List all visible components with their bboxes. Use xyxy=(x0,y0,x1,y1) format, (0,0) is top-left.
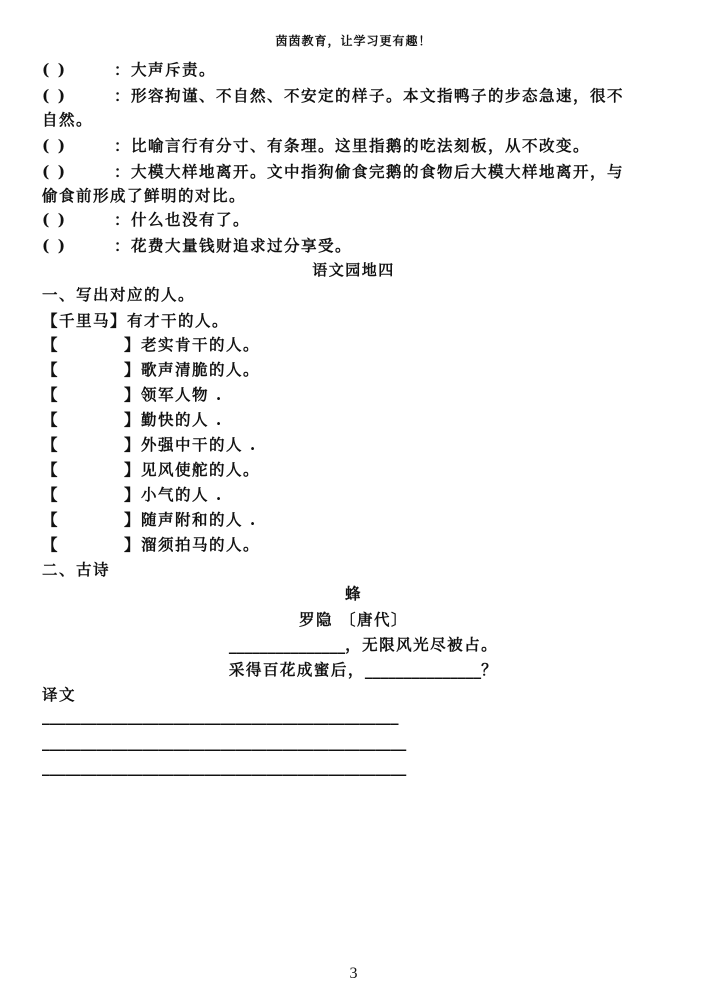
fill-item xyxy=(42,383,223,405)
answer-bracket[interactable]: 【 xyxy=(42,510,60,529)
vocab-continuation: 偷食前形成了鲜明的对比。 xyxy=(42,186,247,205)
poem-end: ？ xyxy=(481,660,499,679)
definition-text: 形容拘谨、不自然、不安定的样子。本文指鸭子的步态急速，很不 xyxy=(131,86,625,105)
fill-item xyxy=(42,483,223,505)
vocab-continuation: 自然。 xyxy=(42,110,94,129)
answer-paren[interactable]: ( ) xyxy=(42,86,67,105)
definition-text: 比喻言行有分寸、有条理。这里指鹅的吃法刻板，从不改变。 xyxy=(131,136,591,155)
vocab-line xyxy=(42,134,590,156)
item-text: 小气的人 . xyxy=(141,485,223,504)
bracket-close: 】 xyxy=(124,485,142,504)
vocab-line xyxy=(42,160,624,182)
answer-bracket[interactable]: 【 xyxy=(42,360,60,379)
colon: ： xyxy=(114,236,132,255)
colon: ： xyxy=(114,60,132,79)
blank-answer[interactable]: _______________ xyxy=(364,660,482,679)
answer-bracket[interactable]: 【 xyxy=(42,485,60,504)
page-number: 3 xyxy=(349,965,358,982)
vocab-line xyxy=(42,208,250,230)
example-item: 【千里马】有才干的人。 xyxy=(42,311,230,330)
bracket-close: 】 xyxy=(124,535,142,554)
page-header: 茵茵教育，让学习更有趣！ xyxy=(275,34,432,48)
item-text: 随声附和的人 . xyxy=(141,510,257,529)
section-title: 语文园地四 xyxy=(312,261,395,279)
bracket-close: 】 xyxy=(124,385,142,404)
poem-title: 蜂 xyxy=(344,584,362,603)
colon: ： xyxy=(114,86,132,105)
answer-paren[interactable]: ( ) xyxy=(42,236,67,255)
item-text: 溜须拍马的人。 xyxy=(141,535,261,554)
poem-author: 罗隐 〔唐代〕 xyxy=(299,610,408,629)
poem-line-1 xyxy=(10,633,707,655)
answer-paren[interactable]: ( ) xyxy=(42,210,67,229)
item-text: 老实肯干的人。 xyxy=(141,335,261,354)
colon: ： xyxy=(114,136,132,155)
poem-line-2 xyxy=(10,658,707,680)
answer-bracket[interactable]: 【 xyxy=(42,385,60,404)
part1-heading: 一、写出对应的人。 xyxy=(42,285,196,304)
fill-item xyxy=(42,433,257,455)
item-text: 见风使舵的人。 xyxy=(141,460,261,479)
vocab-line xyxy=(42,234,352,256)
definition-text: 大模大样地离开。文中指狗偷食完鹅的食物后大模大样地离开，与 xyxy=(131,162,625,181)
poem-text: 采得百花成蜜后， xyxy=(228,660,365,679)
bracket-close: 】 xyxy=(124,360,142,379)
answer-paren[interactable]: ( ) xyxy=(42,136,67,155)
bracket-close: 】 xyxy=(124,335,142,354)
colon: ： xyxy=(114,210,132,229)
blank-answer[interactable]: _______________ xyxy=(228,635,346,654)
translation-blank[interactable]: ______________________________________________ xyxy=(42,706,399,725)
answer-bracket[interactable]: 【 xyxy=(42,335,60,354)
fill-item xyxy=(42,358,260,380)
fill-item xyxy=(42,333,260,355)
answer-paren[interactable]: ( ) xyxy=(42,60,67,79)
answer-bracket[interactable]: 【 xyxy=(42,460,60,479)
bracket-close: 】 xyxy=(124,435,142,454)
answer-bracket[interactable]: 【 xyxy=(42,535,60,554)
translation-blank[interactable]: _______________________________________________ xyxy=(42,732,407,751)
colon: ： xyxy=(114,162,132,181)
definition-text: 什么也没有了。 xyxy=(131,210,251,229)
bracket-close: 】 xyxy=(124,510,142,529)
item-text: 外强中干的人 . xyxy=(141,435,257,454)
poem-text: ，无限风光尽被占。 xyxy=(345,635,499,654)
definition-text: 大声斥责。 xyxy=(131,60,217,79)
bracket-close: 】 xyxy=(124,460,142,479)
fill-item xyxy=(42,458,260,480)
bracket-close: 】 xyxy=(124,410,142,429)
part2-heading: 二、古诗 xyxy=(42,560,111,579)
answer-bracket[interactable]: 【 xyxy=(42,410,60,429)
item-text: 领军人物 . xyxy=(141,385,223,404)
fill-item xyxy=(42,408,223,430)
answer-bracket[interactable]: 【 xyxy=(42,435,60,454)
fill-item xyxy=(42,533,260,555)
fill-item xyxy=(42,508,257,530)
vocab-line xyxy=(42,58,216,80)
answer-paren[interactable]: ( ) xyxy=(42,162,67,181)
vocab-line xyxy=(42,84,624,106)
translation-blank[interactable]: _______________________________________________ xyxy=(42,757,407,776)
translation-label: 译文 xyxy=(42,685,77,704)
item-text: 歌声清脆的人。 xyxy=(141,360,261,379)
definition-text: 花费大量钱财追求过分享受。 xyxy=(131,236,353,255)
item-text: 勤快的人 . xyxy=(141,410,223,429)
